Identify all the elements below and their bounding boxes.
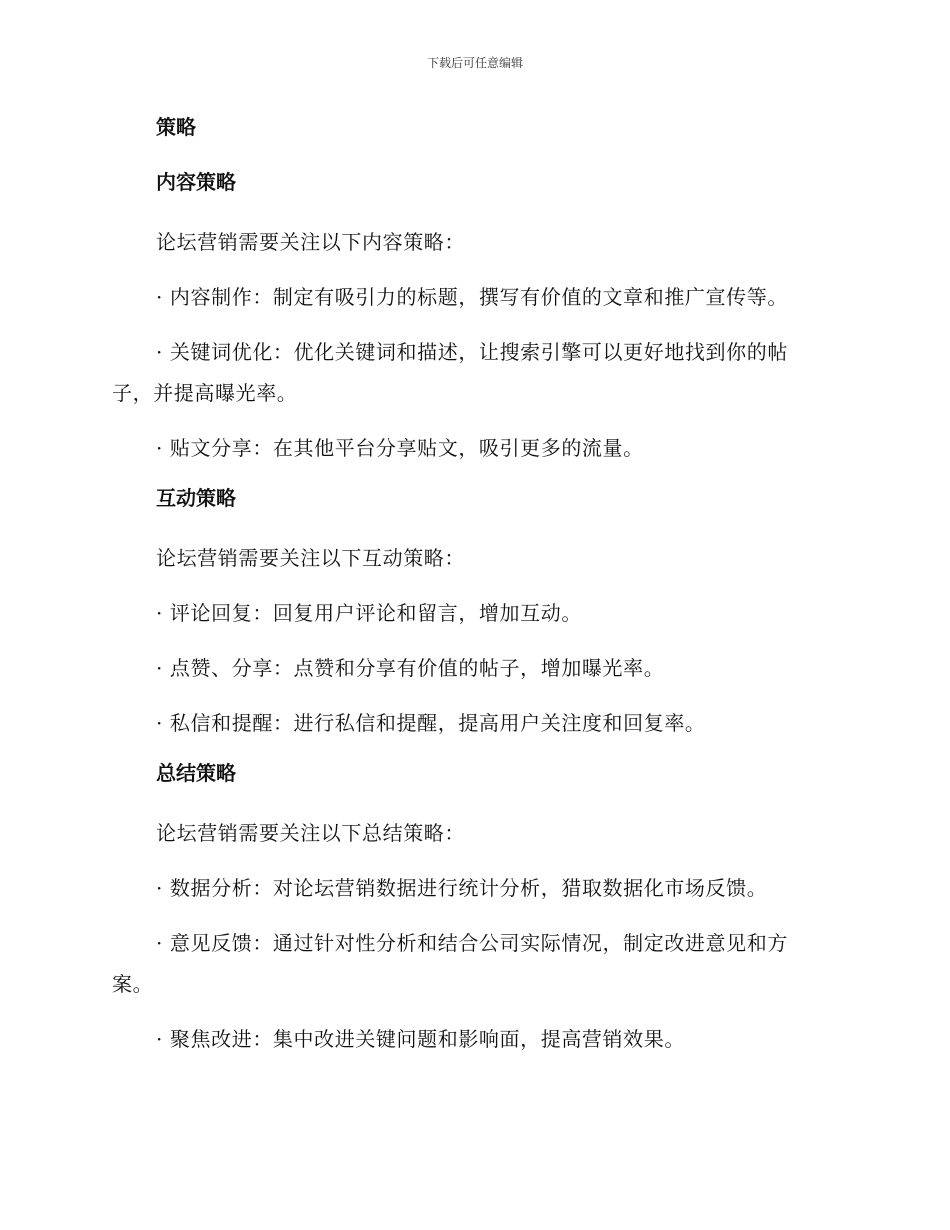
page-header-watermark: 下载后可任意编辑 <box>426 56 523 70</box>
list-item: · 贴文分享：在其他平台分享贴文，吸引更多的流量。 <box>156 436 644 460</box>
list-item: · 私信和提醒：进行私信和提醒，提高用户关注度和回复率。 <box>156 711 706 735</box>
section-intro: 论坛营销需要关注以下互动策略： <box>156 546 465 570</box>
list-item: · 数据分析：对论坛营销数据进行统计分析，猎取数据化市场反馈。 <box>156 876 768 900</box>
section-heading-interaction-strategy: 互动策略 <box>156 486 236 510</box>
list-item: · 聚焦改进：集中改进关键问题和影响面，提高营销效果。 <box>156 1027 685 1051</box>
section-heading-summary-strategy: 总结策略 <box>156 761 236 785</box>
list-item: · 关键词优化：优化关键词和描述，让搜索引擎可以更好地找到你的帖子，并提高曝光率。 <box>112 340 788 405</box>
list-item: · 评论回复：回复用户评论和留言，增加互动。 <box>156 601 582 625</box>
document-body <box>112 112 827 1074</box>
section-intro: 论坛营销需要关注以下内容策略： <box>156 230 465 254</box>
section-intro: 论坛营销需要关注以下总结策略： <box>156 821 465 845</box>
document-title: 策略 <box>156 115 196 139</box>
list-item: · 点赞、分享：点赞和分享有价值的帖子，增加曝光率。 <box>156 656 665 680</box>
list-item: · 意见反馈：通过针对性分析和结合公司实际情况，制定改进意见和方案。 <box>112 931 788 996</box>
section-heading-content-strategy: 内容策略 <box>156 170 236 194</box>
list-item: · 内容制作：制定有吸引力的标题，撰写有价值的文章和推广宣传等。 <box>156 285 788 309</box>
